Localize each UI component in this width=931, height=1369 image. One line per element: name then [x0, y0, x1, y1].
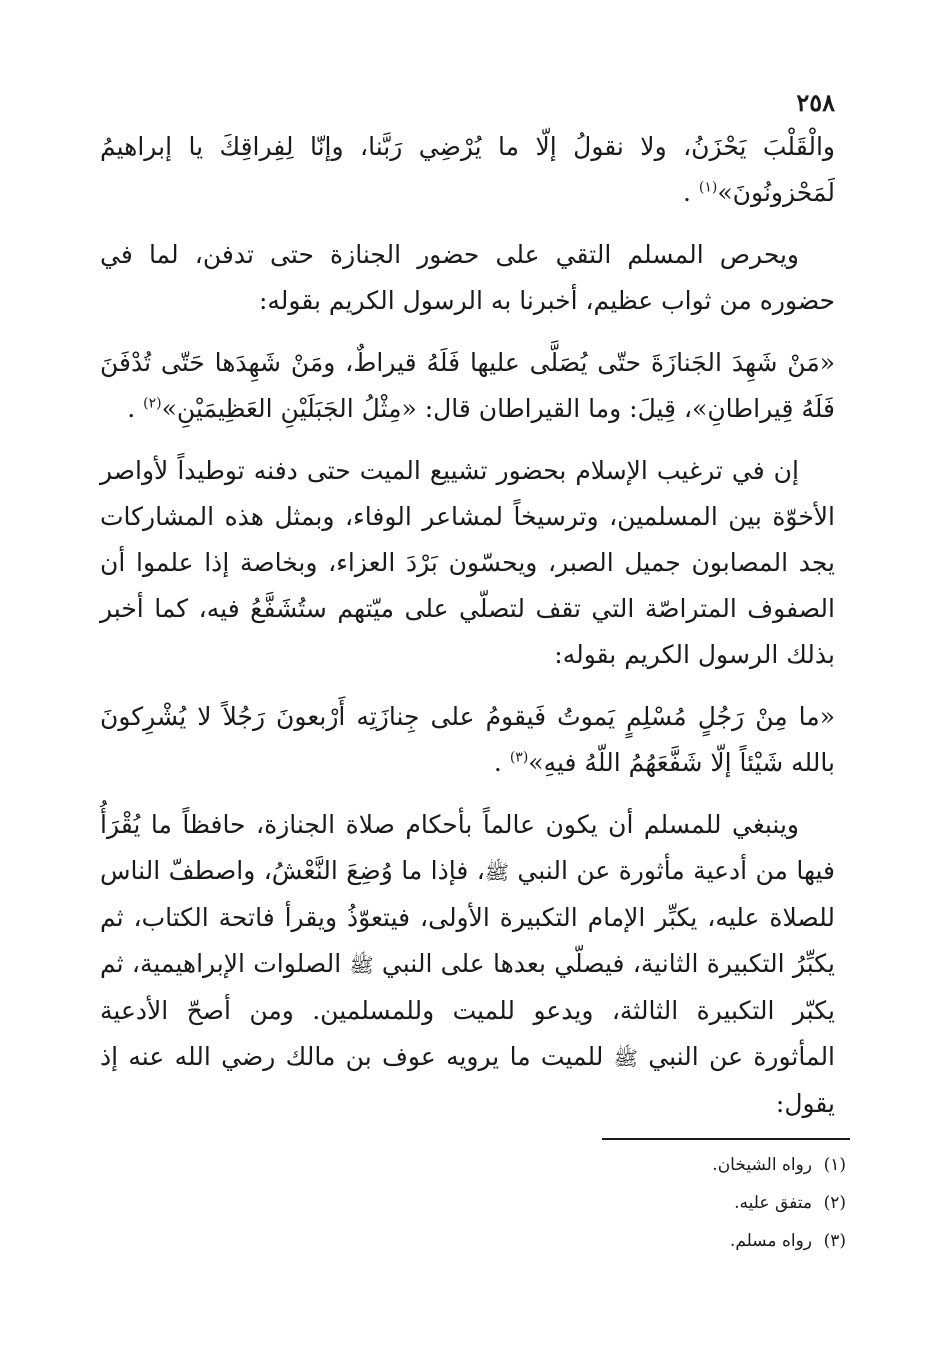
page-body	[100, 88, 835, 1143]
footnote-text: متفق عليه.	[734, 1193, 812, 1213]
page-number: ٢٥٨	[796, 88, 835, 117]
footnote-text: رواه الشيخان.	[712, 1155, 812, 1175]
hadith-continuation: والْقَلْبَ يَحْزَنُ، ولا نقولُ إلّا ما يُرْضِي رَبَّنا، وإنّا لِفِراقِكَ يا إبراهيمُ لَمَحْزونُونَ»	[100, 132, 835, 207]
footnotes	[600, 1138, 850, 1268]
paragraph-1	[100, 124, 835, 216]
paragraph-2: ويحرص المسلم التقي على حضور الجنازة حتى تدفن، لما في حضوره من ثواب عظيم، أخبرنا به الرسول الكريم بقوله:	[100, 240, 835, 315]
footnote-divider	[602, 1138, 850, 1140]
footnote-3	[600, 1230, 850, 1252]
footnote-ref-2[interactable]: (٢)	[143, 395, 162, 412]
footnote-number: (١)	[823, 1155, 846, 1175]
footnote-ref-3[interactable]: (٣)	[509, 749, 529, 766]
paragraph-6-part-c: الصلوات الإبراهيمية، ثم يكبّر التكبيرة الثالثة، ويدعو للميت وللمسلمين. ومن أصحّ الأدعية المأثورة عن النبي	[100, 949, 836, 1071]
pbuh-glyph: ﷺ	[349, 953, 374, 977]
pbuh-glyph: ﷺ	[613, 1046, 638, 1070]
hadith-quote-1	[100, 340, 835, 432]
pbuh-glyph: ﷺ	[484, 860, 509, 884]
paragraph-6-part-a: وينبغي للمسلم أن يكون عالماً بأحكام صلاة الجنازة، حافظاً ما يُقْرَأُ فيها من أدعية مأثورة عن النبي	[100, 810, 835, 885]
paragraph-6	[100, 802, 835, 1127]
footnote-ref-1[interactable]: (١)	[698, 179, 718, 196]
paragraph-6-part-d: للميت ما يرويه عوف بن مالك رضي الله عنه إذ يقول:	[100, 1042, 835, 1118]
hadith-quote-2-end: .	[493, 748, 502, 777]
paragraph-4: إن في ترغيب الإسلام بحضور تشييع الميت حتى دفنه توطيداً لأواصر الأخوّة بين المسلمين، وترسيخاً لمشاعر الوفاء، وبمثل هذه المشاركات يجد المصابون جميل الصبر، ويحسّون بَرْدَ العزاء، وبخاصة إذا علموا أن الصفوف المتراصّة التي تقف لتصلّي على ميّتهم ستُشَفَّعُ فيه، كما أخبر بذلك الرسول الكريم بقوله:	[100, 456, 835, 669]
footnote-1	[600, 1154, 850, 1176]
hadith-quote-1-text: «مَنْ شَهِدَ الجَنازَةَ حتّى يُصَلَّى عليها فَلَهُ قيراطٌ، ومَنْ شَهِدَها حَتّى تُدْفَنَ فَلَهُ قِيراطانِ»، قِيلَ: وما القيراطان قال: «مِثْلُ الجَبَلَيْنِ العَظِيمَيْنِ»	[100, 348, 835, 423]
footnote-number: (٣)	[823, 1231, 846, 1251]
footnote-text: رواه مسلم.	[729, 1231, 812, 1251]
hadith-quote-2-text: «ما مِنْ رَجُلٍ مُسْلِمٍ يَموتُ فَيقومُ على جِنازَتِه أَرْبعونَ رَجُلاً لا يُشْرِكونَ بالله شَيْئاً إلّا شَفَّعَهُمُ اللّهُ فيهِ»	[100, 702, 835, 777]
hadith-quote-1-end: .	[127, 394, 136, 423]
paragraph-1-end: .	[683, 178, 691, 207]
hadith-quote-2	[100, 694, 835, 786]
footnote-number: (٢)	[823, 1193, 846, 1213]
footnote-2	[600, 1192, 850, 1214]
paragraph-6-part-b: ، فإذا ما وُضِعَ النَّعْشُ، واصطفّ الناس للصلاة عليه، يكبِّر الإمام التكبيرة الأولى، فيتعوّذُ ويقرأ فاتحة الكتاب، ثم يكبِّرُ التكبيرة الثانية، فيصلّي بعدها على النبي	[100, 856, 835, 978]
